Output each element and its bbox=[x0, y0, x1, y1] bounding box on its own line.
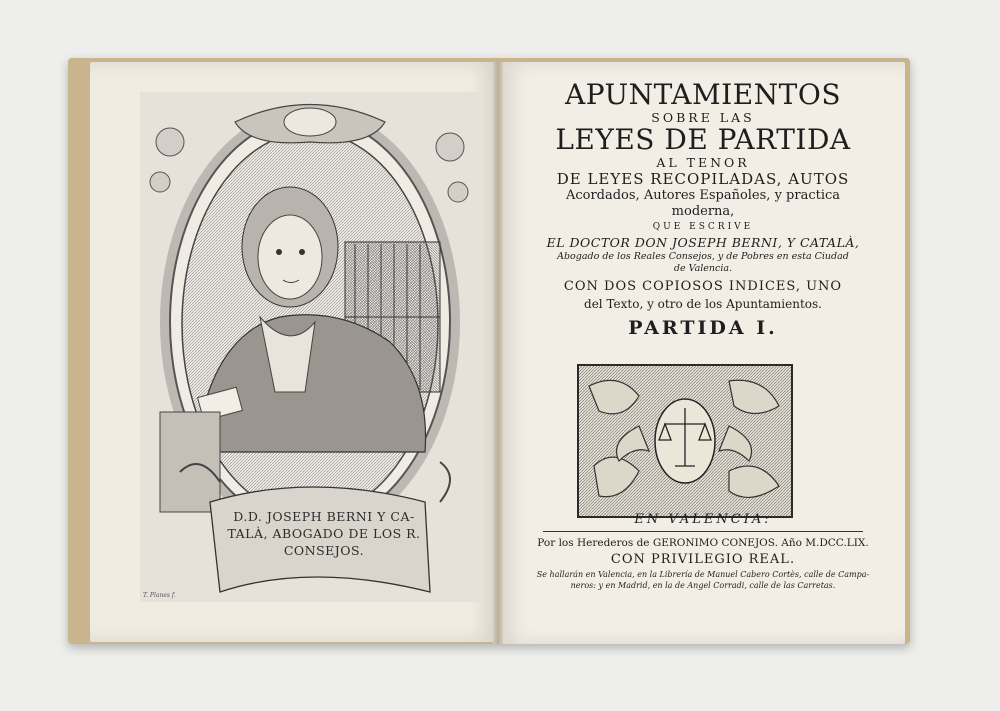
imprint-rule bbox=[543, 531, 863, 532]
title-line: DE LEYES RECOPILADAS, AUTOS bbox=[556, 170, 850, 188]
author-description: de Valencia. bbox=[673, 263, 733, 274]
title-main: APUNTAMIENTOS bbox=[564, 78, 841, 111]
part-heading: PARTIDA I. bbox=[628, 317, 778, 339]
imprint-privilege: CON PRIVILEGIO REAL. bbox=[610, 552, 796, 567]
caption-line: D.D. JOSEPH BERNI Y CA- bbox=[233, 509, 415, 524]
title-page bbox=[515, 80, 891, 340]
indices-line: del Texto, y otro de los Apuntamientos. bbox=[584, 297, 822, 311]
imprint-city: EN VALENCIA: bbox=[634, 512, 772, 527]
engraver-credit: T. Planes f. bbox=[143, 592, 176, 599]
imprint-printer: Por los Herederos de GERONIMO CONEJOS. Año M.DCC.LIX. bbox=[537, 537, 869, 549]
title-line: AL TENOR bbox=[656, 155, 750, 170]
portrait-caption bbox=[224, 508, 424, 559]
author-name: EL DOCTOR DON JOSEPH BERNI, Y CATALÀ, bbox=[546, 235, 860, 250]
indices-line: CON DOS COPIOSOS INDICES, UNO bbox=[563, 279, 843, 294]
author-description: Abogado de los Reales Consejos, y de Pobres en esta Ciudad bbox=[557, 251, 849, 262]
caption-line: CONSEJOS. bbox=[283, 543, 365, 558]
imprint-sale: Se hallarán en Valencia, en la Librería de Manuel Cabero Cortès, calle de Campa- bbox=[536, 570, 870, 579]
title-line: SOBRE LAS bbox=[651, 110, 755, 125]
imprint bbox=[510, 512, 896, 591]
imprint-sale: neros: y en Madrid, en la de Angel Corradi, calle de las Carretas. bbox=[570, 581, 836, 590]
title-line: moderna, bbox=[671, 204, 735, 219]
title-line: Acordados, Autores Españoles, y practica bbox=[565, 188, 841, 203]
book-gutter bbox=[493, 62, 503, 644]
title-line: LEYES DE PARTIDA bbox=[555, 123, 851, 156]
title-line: QUE ESCRIVE bbox=[652, 222, 754, 232]
scales-vignette bbox=[577, 364, 793, 518]
caption-line: TALÀ, ABOGADO DE LOS R. bbox=[227, 526, 421, 541]
